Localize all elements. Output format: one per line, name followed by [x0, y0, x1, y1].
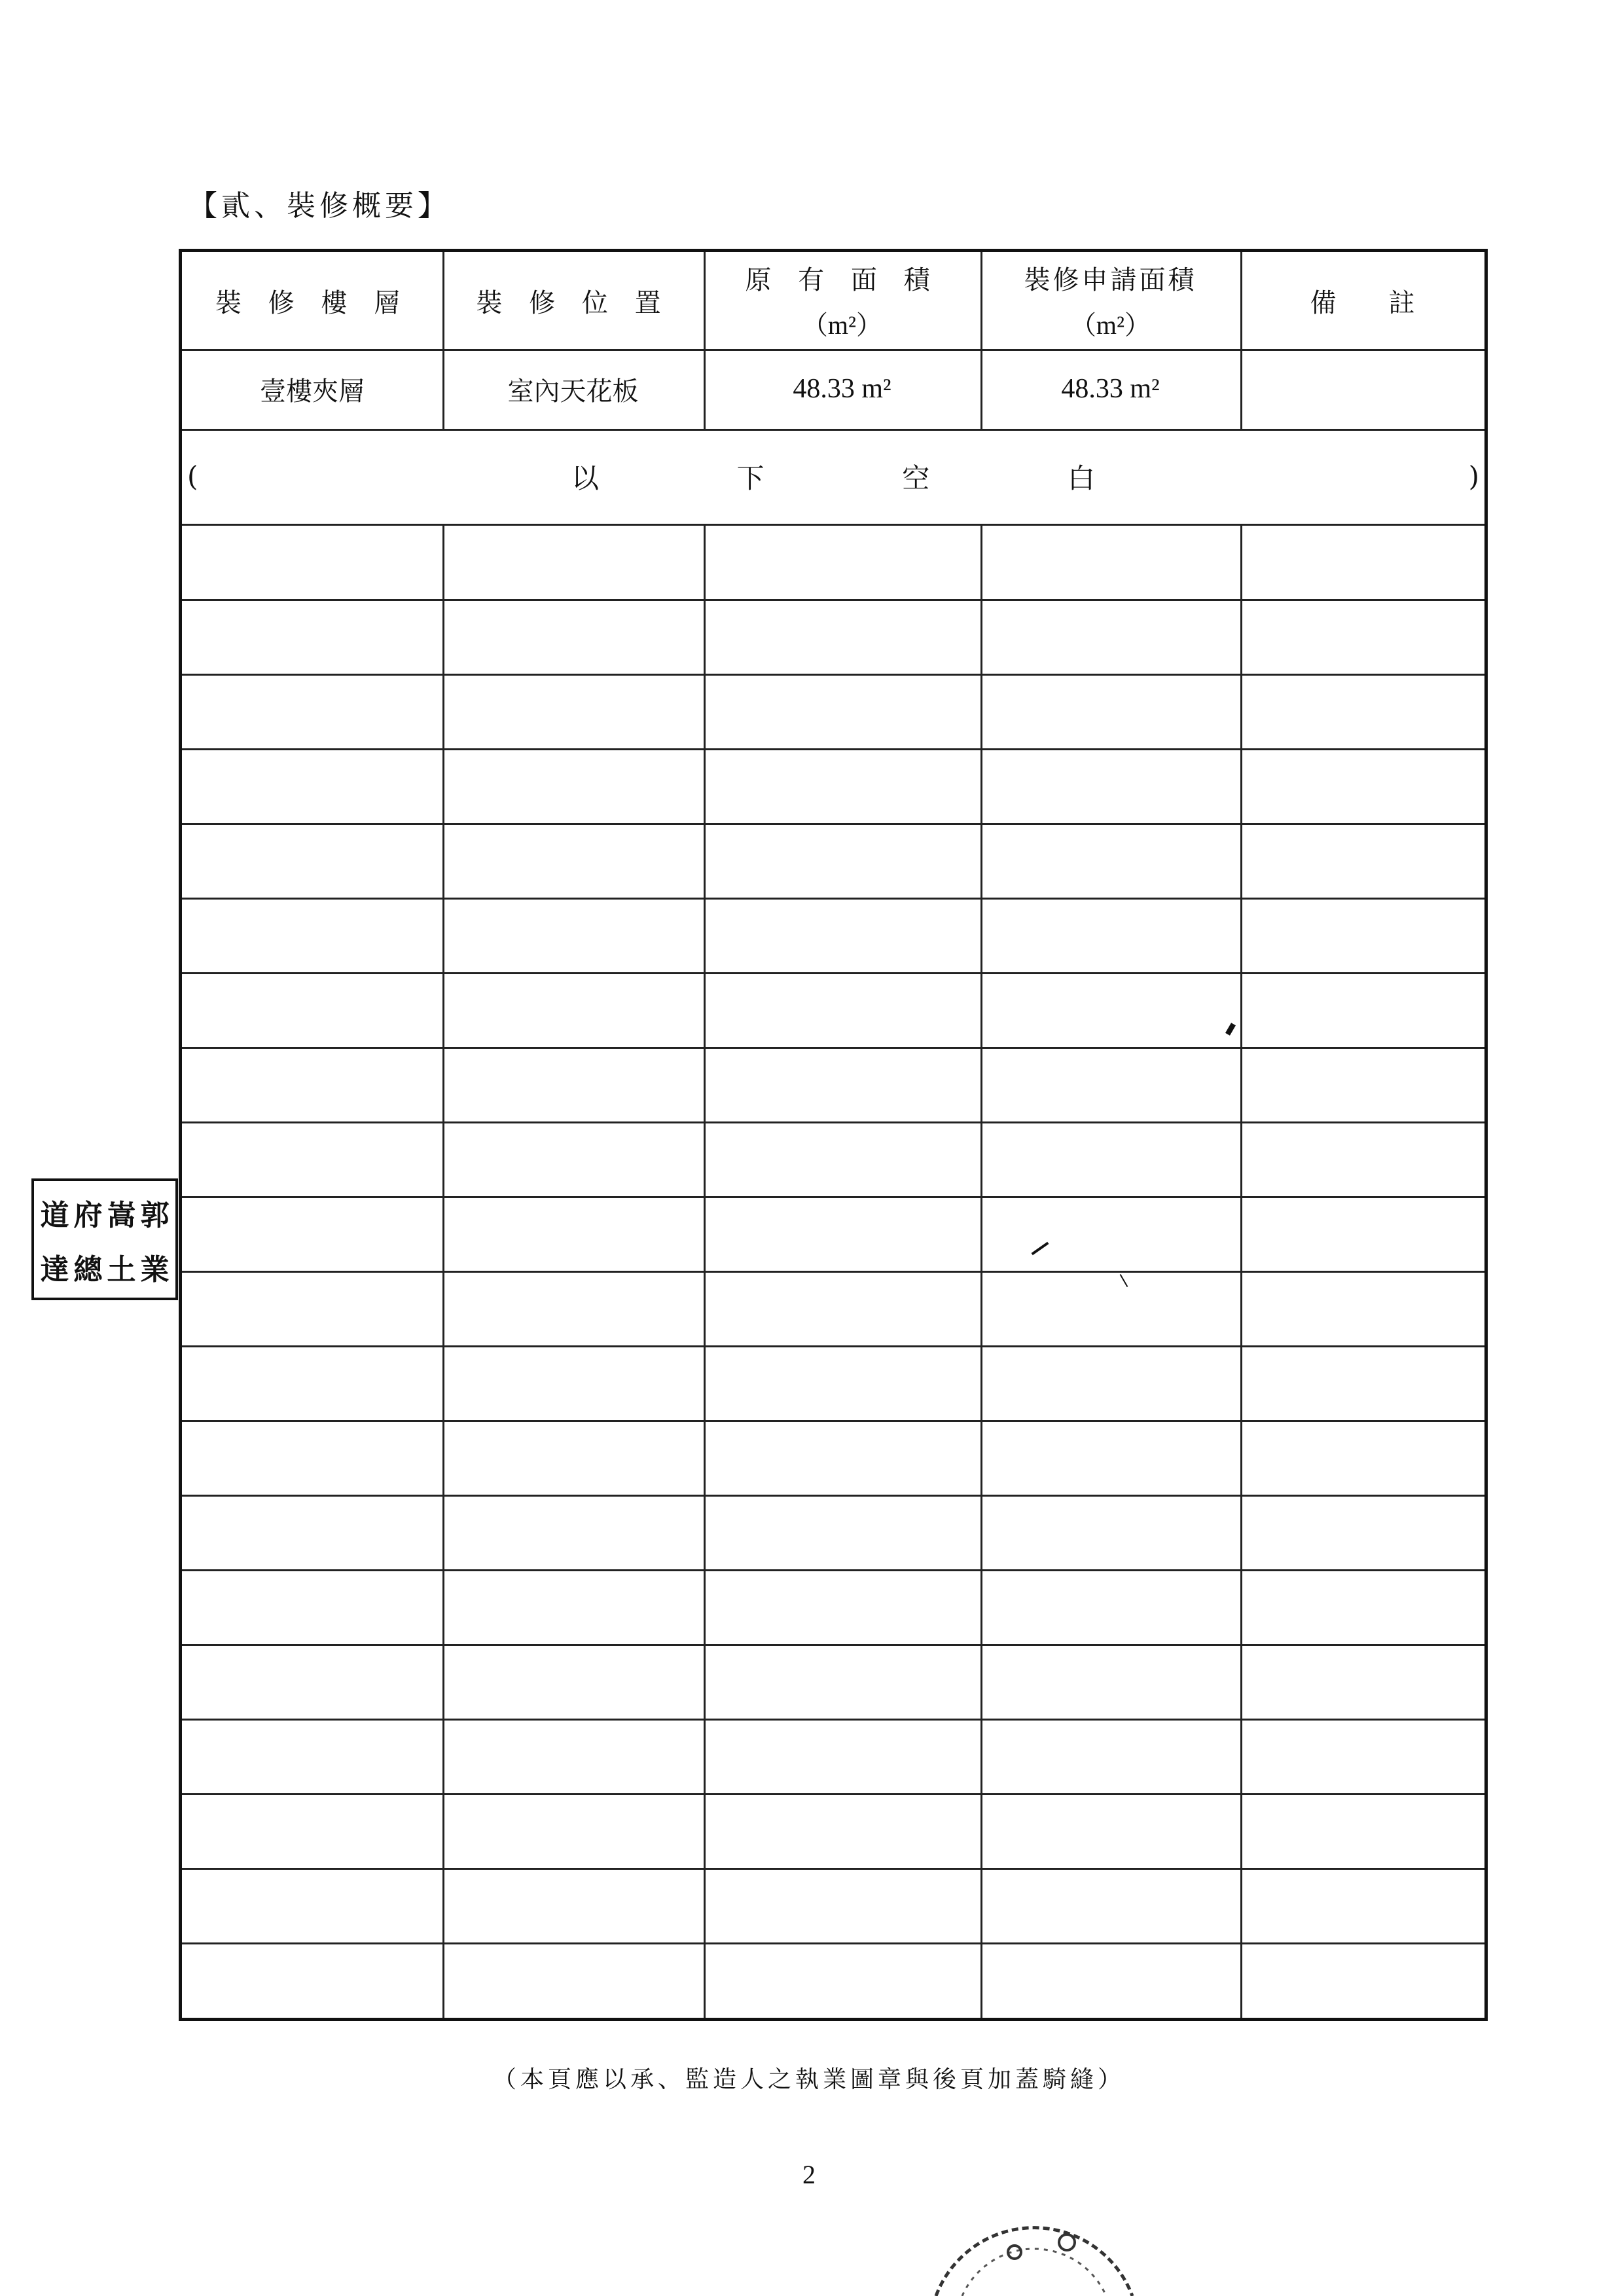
empty-row-line [182, 599, 1484, 601]
applied-area-value: 48.33 m² [1061, 374, 1160, 404]
architect-seal-stamp [31, 1178, 178, 1300]
empty-row-line [182, 1569, 1484, 1571]
header-floor [182, 252, 442, 349]
empty-row-line [182, 1271, 1484, 1273]
stamp-char: 道 [40, 1198, 69, 1232]
header-location-label: 裝 修 位 置 [476, 287, 670, 318]
section-title: 【貳、裝修概要】 [189, 189, 450, 223]
stamp-char: 府 [73, 1198, 103, 1232]
empty-row-line [182, 1047, 1484, 1049]
cell-original-area [704, 349, 980, 429]
stamp-char: 總 [73, 1252, 103, 1286]
page-number: 2 [802, 2160, 816, 2189]
empty-row-line [182, 1719, 1484, 1721]
col-divider [1240, 524, 1242, 2018]
empty-row-line [182, 972, 1484, 974]
floor-value: 壹樓夾層 [260, 376, 365, 407]
header-applied-area-label: 裝修申請面積 [1024, 265, 1197, 295]
blank-char: 空 [902, 462, 930, 494]
header-floor-label: 裝 修 樓 層 [215, 287, 410, 318]
footer-note: （本頁應以承、監造人之執業圖章與後頁加蓋騎縫） [492, 2066, 1125, 2093]
header-location [442, 252, 704, 349]
blank-char: 下 [736, 462, 764, 494]
header-applied-area-unit: （m²） [1070, 310, 1151, 340]
renovation-summary-table [179, 249, 1488, 2021]
empty-row-line [182, 823, 1484, 825]
header-notes [1240, 252, 1484, 349]
blank-char: 白 [1067, 462, 1095, 494]
empty-row-line [182, 898, 1484, 900]
col-divider [442, 524, 444, 2018]
original-area-value: 48.33 m² [793, 374, 891, 404]
empty-row-line [182, 1644, 1484, 1646]
empty-row-line [182, 1868, 1484, 1870]
blank-close-paren: ) [1468, 460, 1479, 492]
blank-notice-row [182, 429, 1484, 524]
scan-speck [1120, 1274, 1128, 1287]
scan-speck [1225, 1023, 1236, 1036]
stamp-char: 達 [40, 1252, 69, 1286]
stamp-char: 郭 [140, 1198, 170, 1232]
col-divider [980, 524, 982, 2018]
stamp-char: 嵩 [107, 1198, 136, 1232]
round-seal-fragment [916, 2180, 1152, 2296]
empty-row-line [182, 1942, 1484, 1944]
empty-row-line [182, 748, 1484, 750]
cell-floor [182, 349, 442, 429]
blank-open-paren: ( [187, 460, 198, 492]
stamp-char: 土 [107, 1252, 136, 1286]
header-original-area [704, 252, 980, 349]
scan-speck [1032, 1242, 1049, 1255]
empty-row-line [182, 674, 1484, 676]
empty-row-line [182, 1196, 1484, 1198]
empty-row-line [182, 1121, 1484, 1123]
header-original-area-label: 原 有 面 積 [745, 265, 939, 295]
empty-row-line [182, 1793, 1484, 1795]
empty-row-line [182, 1345, 1484, 1347]
cell-location [442, 349, 704, 429]
cell-note [1240, 349, 1484, 429]
blank-row-divider [182, 524, 1484, 526]
location-value: 室內天花板 [507, 376, 639, 407]
col-divider [704, 524, 706, 2018]
stamp-char: 業 [140, 1252, 170, 1286]
header-original-area-unit: （m²） [801, 310, 883, 340]
empty-row-line [182, 1420, 1484, 1422]
blank-char: 以 [571, 462, 600, 494]
empty-row-line [182, 1495, 1484, 1497]
header-applied-area [980, 252, 1240, 349]
header-notes-label: 備 註 [1310, 287, 1415, 318]
cell-applied-area [980, 349, 1240, 429]
